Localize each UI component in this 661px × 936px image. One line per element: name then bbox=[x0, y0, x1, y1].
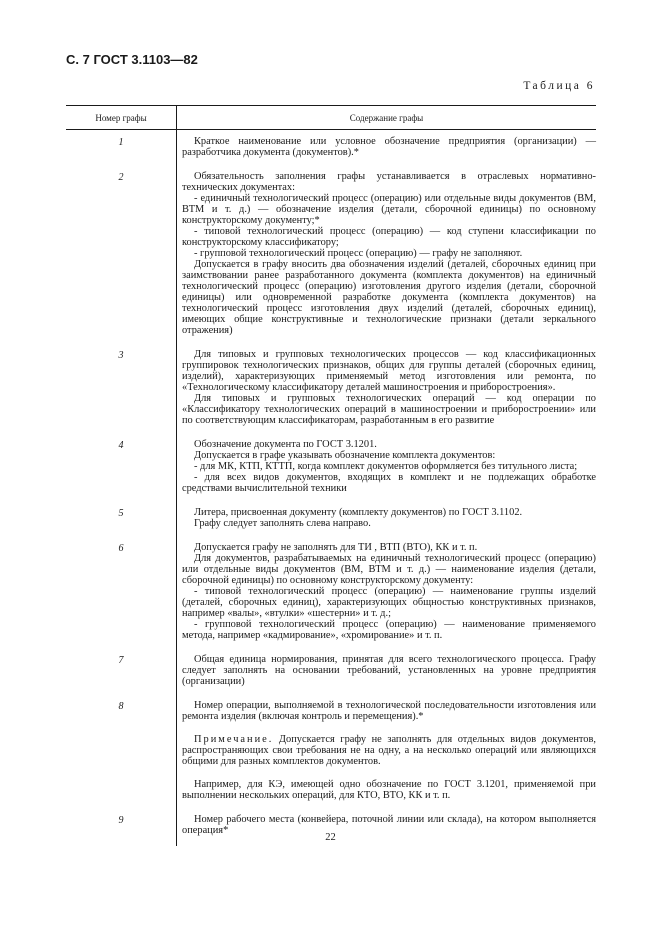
paragraph: Обязательность заполнения графы устанавливается в отраслевых нормативно-технических документах: bbox=[182, 171, 596, 193]
table-row bbox=[66, 801, 596, 836]
table-row bbox=[66, 130, 596, 158]
page-header: С. 7 ГОСТ 3.1103—82 bbox=[66, 52, 198, 67]
row-number: 5 bbox=[118, 508, 124, 519]
paragraph: Обозначение документа по ГОСТ 3.1201. bbox=[194, 439, 377, 450]
row-content bbox=[176, 654, 596, 687]
table-row bbox=[66, 494, 596, 529]
row-content bbox=[176, 542, 596, 641]
paragraph: Допускается в графу вносить два обозначения изделий (деталей, сборочных единиц при заимствовании ранее разработанного документа (комплекта документов) на единичный технологический процесс (операцию) изготовления другого изделия (детали, сборочной единицы) или одновременной разработке документа (комплекта документов) на технологический процесс изготовления двух изделий (деталей, сборочных единиц), имеющих общие конструктивные и технологические признаки (детали зеркального отражения) bbox=[182, 259, 596, 336]
content-table bbox=[66, 105, 596, 836]
paragraph: Для типовых и групповых технологических процессов — код классификационных группировок технологических признаков, общих для группы деталей (сборочных единиц, изделий), характеризующих применяемый метод изготовления или ремонта, по «Технологическому классификатору деталей машиностроения и приборостроения». bbox=[182, 349, 596, 393]
paragraph: Номер рабочего места (конвейера, поточной линии или склада), на котором выполняется операция* bbox=[182, 814, 596, 836]
row-content bbox=[176, 507, 596, 529]
paragraph: - для МК, КТП, КТТП, когда комплект документов оформляется без титульного листа; bbox=[194, 461, 578, 472]
paragraph: Для документов, разрабатываемых на единичный технологический процесс (операцию) или отдельные виды документов (ВМ, ВТМ и т. д.) — наименование изделия (детали, сборочной единицы) по основному конструкторскому документу: bbox=[182, 553, 596, 586]
paragraph: - групповой технологический процесс (операцию) — наименование применяемого метода, например «кадмирование», «хромирование» и т. п. bbox=[182, 619, 596, 641]
row-content bbox=[176, 700, 596, 801]
row-content bbox=[176, 171, 596, 336]
paragraph: Для типовых и групповых технологических операций — код операции по «Классификатору технологических операций в машиностроении и приборостроении» или по соответствующим классификаторам, разработанным в его развитие bbox=[182, 393, 596, 426]
table-caption: Таблица 6 bbox=[523, 80, 595, 92]
paragraph: Допускается графу не заполнять для ТИ , ВТП (ВТО), КК и т. п. bbox=[194, 542, 478, 553]
table-row bbox=[66, 158, 596, 336]
table-header bbox=[66, 106, 596, 130]
note-paragraph bbox=[182, 734, 596, 767]
paragraph: - для всех видов документов, входящих в комплект и не подлежащих обработке средствами вычислительной техники bbox=[182, 472, 596, 494]
row-number: 4 bbox=[118, 440, 124, 451]
row-number: 1 bbox=[118, 137, 124, 148]
row-number: 8 bbox=[118, 701, 124, 712]
column-header-number: Номер графы bbox=[95, 112, 147, 123]
paragraph: Краткое наименование или условное обозначение предприятия (организации) — разработчика документа (документов).* bbox=[182, 136, 596, 158]
table-row bbox=[66, 529, 596, 641]
row-content bbox=[176, 439, 596, 494]
row-number: 7 bbox=[118, 655, 124, 666]
table-row bbox=[66, 426, 596, 494]
table-row bbox=[66, 687, 596, 801]
paragraph: Графу следует заполнять слева направо. bbox=[194, 518, 371, 529]
note-text: Допускается графу не заполнять для отдельных видов документов, распространяющих свои требования не на одну, а на несколько операций или являющихся общими для разных комплектов документов. bbox=[182, 734, 596, 767]
table-row bbox=[66, 336, 596, 426]
paragraph: - типовой технологический процесс (операцию) — наименование группы изделий (деталей, сборочных единиц), характеризующих общностью конструктивных признаков, например «валы», «втулки» «шестерни» и т. д.; bbox=[182, 586, 596, 619]
row-number: 9 bbox=[118, 815, 124, 826]
example-paragraph: Например, для КЭ, имеющей одно обозначение по ГОСТ 3.1201, применяемой при выполнении нескольких операций, для КТО, ВТО, КК и т. п. bbox=[182, 779, 596, 801]
page-number: 22 bbox=[325, 832, 336, 843]
column-header-content: Содержание графы bbox=[176, 106, 596, 129]
row-number: 6 bbox=[118, 543, 124, 554]
paragraph: Номер операции, выполняемой в технологической последовательности изготовления или ремонта изделия (включая контроль и перемещения).* bbox=[182, 700, 596, 722]
paragraph: - групповой технологический процесс (операцию) — графу не заполняют. bbox=[194, 248, 523, 259]
paragraph: Общая единица нормирования, принятая для всего технологического процесса. Графу следует заполнять на основании требований, установленных на уровне предприятия (организации) bbox=[182, 654, 596, 687]
paragraph: Литера, присвоенная документу (комплекту документов) по ГОСТ 3.1102. bbox=[194, 507, 523, 518]
table-row bbox=[66, 641, 596, 687]
row-content bbox=[176, 349, 596, 426]
row-number: 3 bbox=[118, 350, 124, 361]
row-number: 2 bbox=[118, 172, 124, 183]
note-label: Примечание. bbox=[194, 734, 274, 745]
table-body bbox=[66, 130, 596, 836]
row-content bbox=[176, 136, 596, 158]
paragraph: - типовой технологический процесс (операцию) — код ступени классификации по конструкторскому классификатору; bbox=[182, 226, 596, 248]
paragraph: - единичный технологический процесс (операцию) или отдельные виды документов (ВМ, ВТМ и т. д.) — обозначение изделия (детали, сборочной единицы) по основному конструкторскому документу;* bbox=[182, 193, 596, 226]
paragraph: Допускается в графе указывать обозначение комплекта документов: bbox=[194, 450, 496, 461]
